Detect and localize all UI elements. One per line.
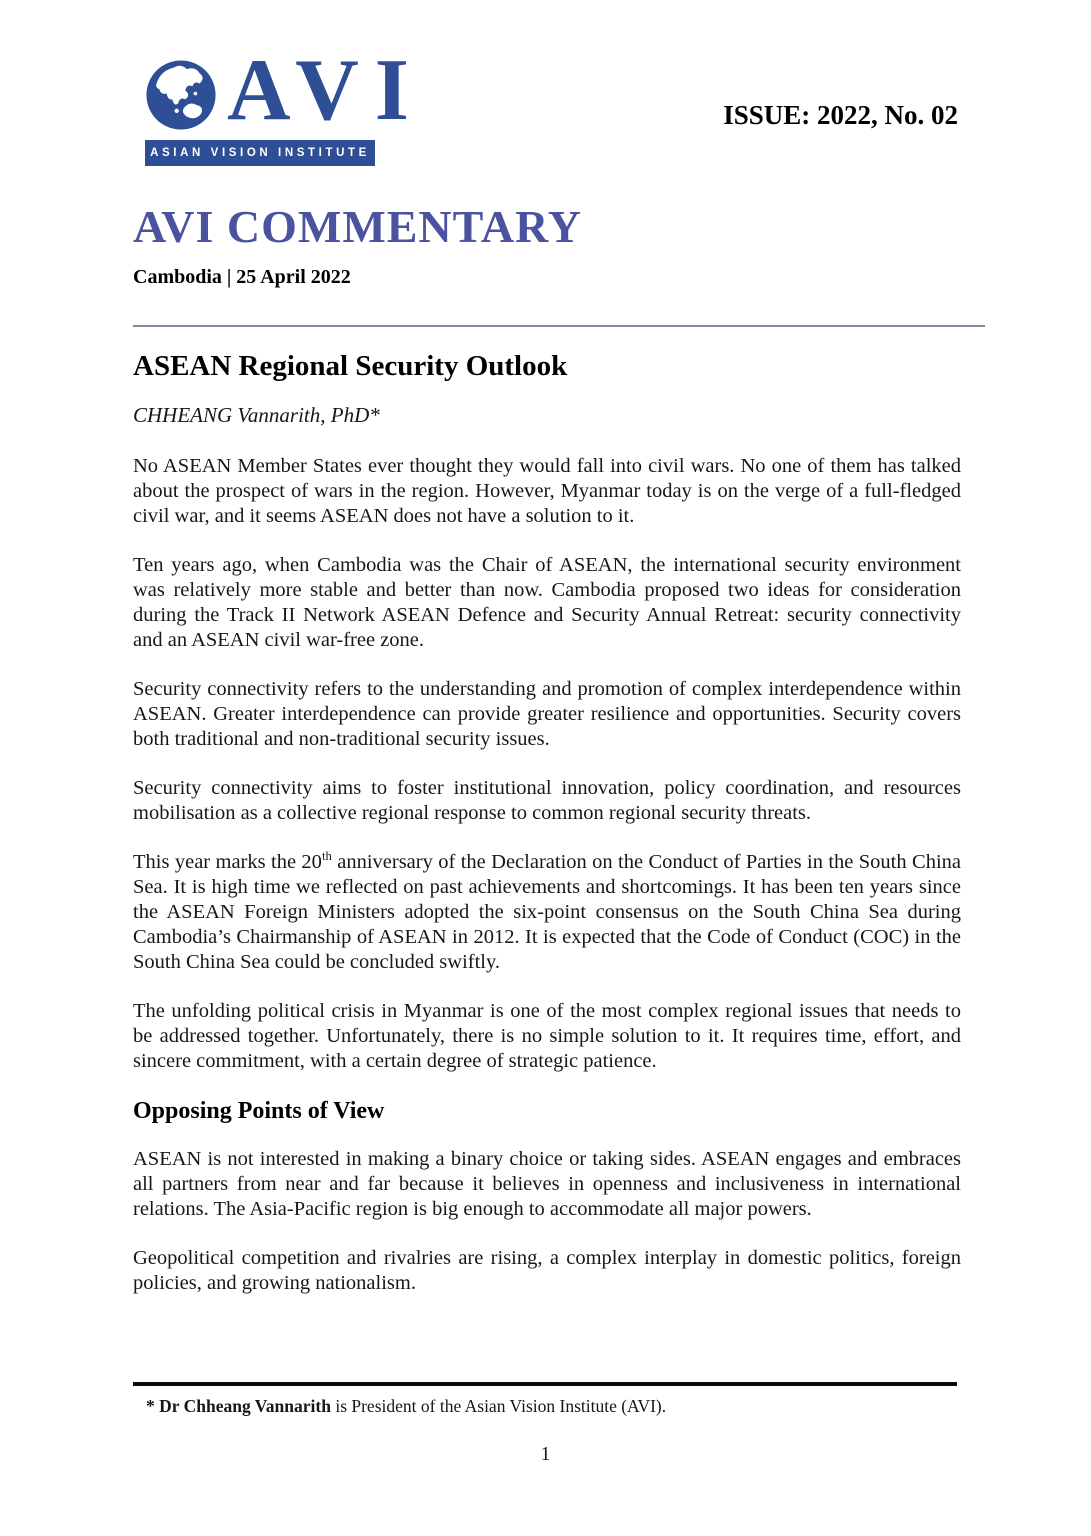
section-divider xyxy=(133,325,985,327)
paragraph: Ten years ago, when Cambodia was the Chair of ASEAN, the international security environment was relatively more stable and better than now. Cambodia proposed two ideas for consideration during the Track II Network ASEAN Defence and Security Annual Retreat: security connectivity and an ASEAN civil war-free zone. xyxy=(133,554,961,651)
masthead-title: AVI COMMENTARY xyxy=(133,201,582,252)
logo-top xyxy=(145,42,426,139)
footnote: * Dr Chheang Vannarith is President of the Asian Vision Institute (AVI). xyxy=(146,1396,667,1416)
paragraph: ASEAN is not interested in making a binary choice or taking sides. ASEAN engages and embraces all partners from near and far because it believes in openness and inclusiveness in international relations. The Asia-Pacific region is big enough to accommodate all major powers. xyxy=(133,1148,961,1220)
footnote-rule xyxy=(133,1382,957,1386)
page-number: 1 xyxy=(540,1443,551,1465)
issue-label: ISSUE: 2022, No. 02 xyxy=(723,100,958,130)
avi-globe-icon xyxy=(145,59,217,131)
article-title: ASEAN Regional Security Outlook xyxy=(133,350,568,382)
article-author: CHHEANG Vannarith, PhD* xyxy=(133,403,380,427)
paragraph: Security connectivity aims to foster institutional innovation, policy coordination, and resources mobilisation as a collective regional response to common regional security threats. xyxy=(133,777,961,824)
avi-logo xyxy=(145,42,426,166)
paragraph: No ASEAN Member States ever thought they would fall into civil wars. No one of them has talked about the prospect of wars in the region. However, Myanmar today is on the verge of a full-fledged civil war, and it seems ASEAN does not have a solution to it. xyxy=(133,455,961,527)
logo-banner: ASIAN VISION INSTITUTE xyxy=(145,140,375,166)
paragraph: The unfolding political crisis in Myanmar is one of the most complex regional issues that needs to be addressed together. Unfortunately, there is no simple solution to it. It requires time, effort, and sincere commitment, with a certain degree of strategic patience. xyxy=(133,1000,961,1072)
article-body xyxy=(133,350,961,1320)
logo-acronym: AVI xyxy=(227,42,426,139)
dateline: Cambodia | 25 April 2022 xyxy=(133,266,351,288)
section-heading: Opposing Points of View xyxy=(133,1098,385,1124)
paragraph: Security connectivity refers to the understanding and promotion of complex interdependence within ASEAN. Greater interdependence can provide greater resilience and opportunities. Security covers both traditional and non-traditional security issues. xyxy=(133,678,961,750)
paragraph: Geopolitical competition and rivalries are rising, a complex interplay in domestic politics, foreign policies, and growing nationalism. xyxy=(133,1247,961,1294)
paragraph: This year marks the 20th anniversary of the Declaration on the Conduct of Parties in the South China Sea. It is high time we reflected on past achievements and shortcomings. It has been ten years since the ASEAN Foreign Ministers adopted the six-point consensus on the South China Sea during Cambodia’s Chairmanship of ASEAN in 2012. It is expected that the Code of Conduct (COC) in the South China Sea could be concluded swiftly. xyxy=(133,849,961,973)
